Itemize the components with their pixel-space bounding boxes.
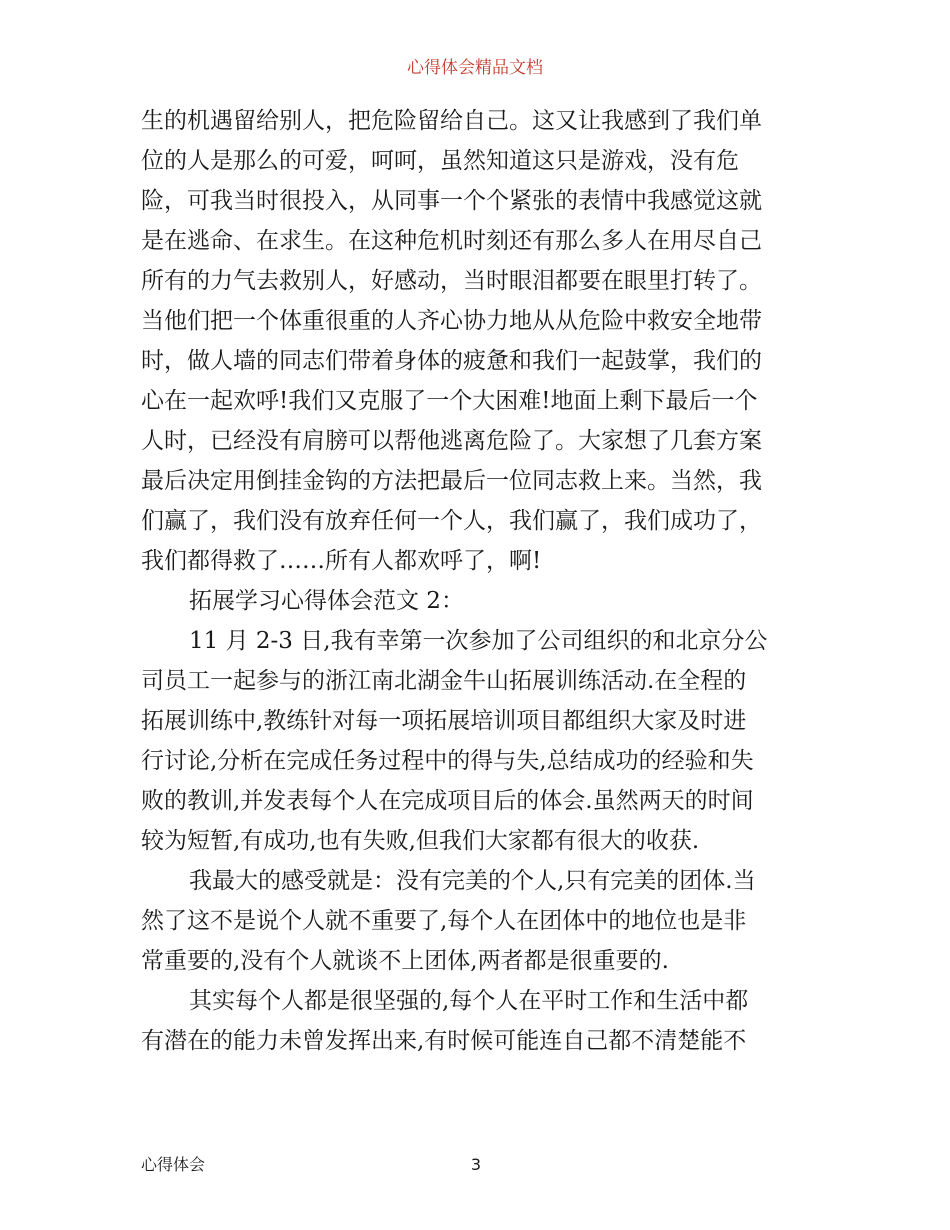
text-line: 心在一起欢呼!我们又克服了一个大困难!地面上剩下最后一个 bbox=[141, 388, 758, 414]
text-line: 常重要的,没有个人就谈不上团体,两者都是很重要的. bbox=[141, 948, 669, 974]
paragraph-rescue-story bbox=[141, 101, 816, 581]
text-line: 有潜在的能力未曾发挥出来,有时候可能连自己都不清楚能不 bbox=[141, 1028, 747, 1054]
text-line: 险，可我当时很投入，从同事一个个紧张的表情中我感觉这就 bbox=[141, 188, 762, 214]
text-line: 其实每个人都是很坚强的,每个人在平时工作和生活中都 bbox=[189, 988, 749, 1014]
text-line: 所有的力气去救别人，好感动，当时眼泪都要在眼里打转了。 bbox=[141, 268, 762, 294]
paragraph-team-feeling bbox=[141, 861, 816, 981]
text-line: 我们都得救了……所有人都欢呼了，啊! bbox=[141, 548, 542, 574]
page-number: 3 bbox=[470, 1155, 482, 1174]
page-header-title: 心得体会精品文档 bbox=[407, 58, 543, 78]
text-line: 拓展训练中,教练针对每一项拓展培训项目都组织大家及时进 bbox=[141, 708, 747, 734]
text-line: 是在逃命、在求生。在这种危机时刻还有那么多人在用尽自己 bbox=[141, 228, 762, 254]
text-line: 然了这不是说个人就不重要了,每个人在团体中的地位也是非 bbox=[141, 908, 747, 934]
text-line: 位的人是那么的可爱，呵呵，虽然知道这只是游戏，没有危 bbox=[141, 148, 739, 174]
text-line: 较为短暂,有成功,也有失败,但我们大家都有很大的收获. bbox=[141, 828, 700, 854]
text-line: 司员工一起参与的浙江南北湖金牛山拓展训练活动.在全程的 bbox=[141, 668, 747, 694]
text-line: 败的教训,并发表每个人在完成项目后的体会.虽然两天的时间 bbox=[141, 788, 754, 814]
document-body bbox=[141, 101, 816, 1061]
page-footer-label: 心得体会 bbox=[141, 1155, 206, 1174]
text-line: 人时，已经没有肩膀可以帮他逃离危险了。大家想了几套方案 bbox=[141, 428, 762, 454]
text-line: 们赢了，我们没有放弃任何一个人，我们赢了，我们成功了， bbox=[141, 508, 762, 534]
text-line: 时，做人墙的同志们带着身体的疲惫和我们一起鼓掌，我们的 bbox=[141, 348, 762, 374]
text-line: 拓展学习心得体会范文 2： bbox=[189, 588, 464, 614]
text-line: 我最大的感受就是：没有完美的个人,只有完美的团体.当 bbox=[189, 868, 756, 894]
text-line: 生的机遇留给别人，把危险留给自己。这又让我感到了我们单 bbox=[141, 108, 762, 134]
text-line: 当他们把一个体重很重的人齐心协力地从从危险中救安全地带 bbox=[141, 308, 762, 334]
paragraph-training-summary bbox=[141, 621, 816, 861]
text-line: 行讨论,分析在完成任务过程中的得与失,总结成功的经验和失 bbox=[141, 748, 754, 774]
section-heading-sample-2 bbox=[141, 581, 816, 621]
text-line: 最后决定用倒挂金钩的方法把最后一位同志救上来。当然，我 bbox=[141, 468, 762, 494]
paragraph-potential bbox=[141, 981, 816, 1061]
text-line: 11 月 2-3 日,我有幸第一次参加了公司组织的和北京分公 bbox=[189, 628, 768, 654]
